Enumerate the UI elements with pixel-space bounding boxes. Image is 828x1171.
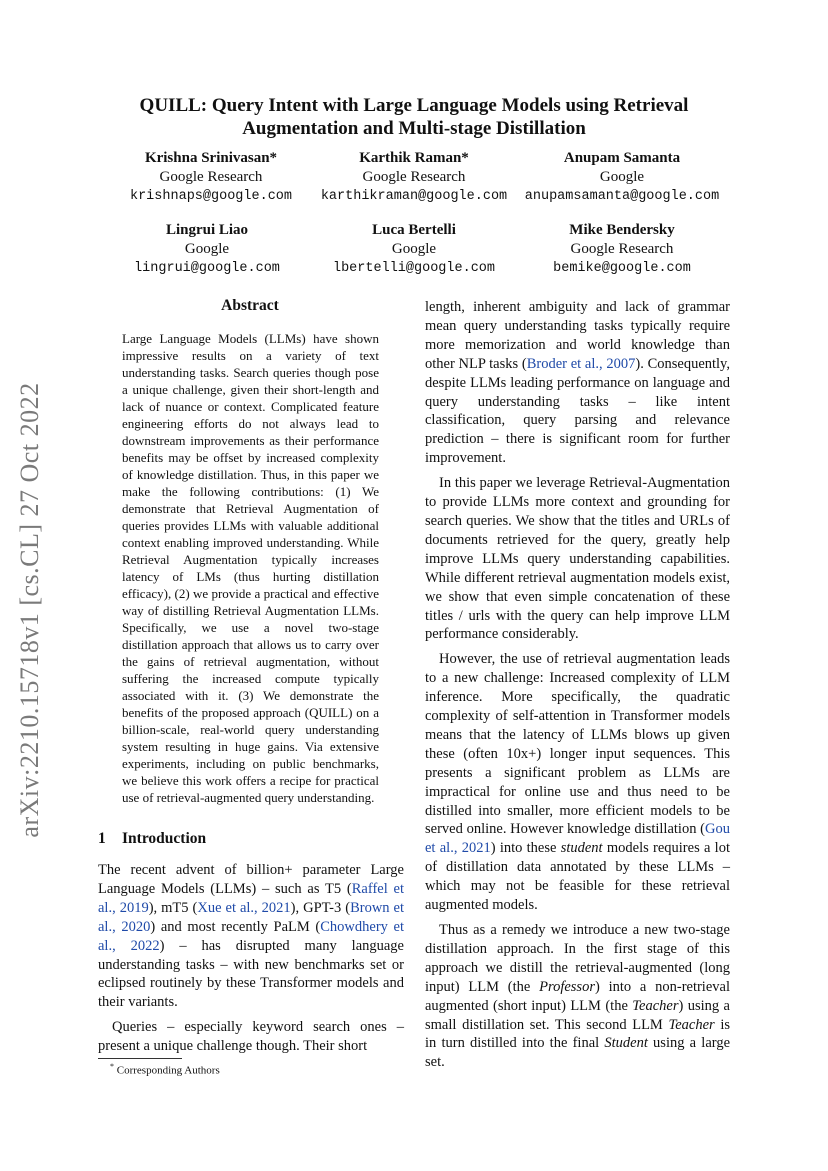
author-email[interactable]: lbertelli@google.com [332, 261, 496, 276]
author-name: Anupam Samanta [563, 150, 681, 166]
author-email[interactable]: karthikraman@google.com [320, 189, 508, 204]
author-name: Karthik Raman* [359, 150, 469, 166]
paragraph: length, inherent ambiguity and lack of grammar mean query understanding tasks typically require more memorization and world knowledge than other NLP tasks (Broder et al., 2007). Consequently, despite LLMs leading performance on language and query understanding tasks – like intent classification, query parsing and relevance prediction – there is significant room for further improvement. [425, 299, 730, 467]
paragraph: Thus as a remedy we introduce a new two-stage distillation approach. In the first stage of this approach we distill the retrieval-augmented (long input) LLM (the Professor) into a non-retrieval augmented (short input) LLM (the Teacher) using a small distillation set. This second LLM Teacher is in turn distilled into the final Student using a large set. [425, 922, 731, 1071]
author-email[interactable]: krishnaps@google.com [129, 189, 293, 204]
citation-link[interactable]: Gou et al., 2021 [425, 821, 730, 857]
author-name: Luca Bertelli [372, 222, 456, 238]
arxiv-identifier-text: arXiv:2210.15718v1 [cs.CL] 27 Oct 2022 [15, 382, 44, 838]
section-title: Introduction [122, 830, 207, 847]
author-block [92, 221, 322, 278]
paragraph: In this paper we leverage Retrieval-Augmentation to provide LLMs more context and grounding for search queries. We show that the titles and URLs of documents retrieved for the query, greatly help improve LLMs query understanding capabilities. While different retrieval augmentation models exist, we show that even simple concatenation of these titles / urls with the query can help improve LLM performance considerably. [425, 475, 730, 643]
citation-link[interactable]: Xue et al., 2021 [197, 899, 291, 916]
paper-title: QUILL: Query Intent with Large Language Models using Retrieval Augmentation and Multi-stage Distillation [139, 95, 689, 139]
author-email[interactable]: anupamsamanta@google.com [524, 189, 720, 204]
author-affiliation: Google Research [159, 169, 263, 185]
author-block [299, 149, 529, 206]
paragraph: However, the use of retrieval augmentation leads to a new challenge: Increased complexity of LLM inference. More specifically, the quadratic complexity of self-attention in Transformer models means that the latency of LLMs blows up given these (often 10x+) longer input sequences. This presents a significant problem as LLMs are impractical for online use and thus need to be distilled into smaller, more efficient models to be served online. However knowledge distillation (Gou et al., 2021) into these student models requires a lot of distillation data annotated by these LLMs – which may not be feasible for these retrieval augmented models. [425, 651, 730, 914]
section-number: 1 [98, 830, 106, 847]
paragraph: Queries – especially keyword search ones – present a unique challenge though. Their short [98, 1019, 404, 1055]
right-column-body [425, 298, 730, 1072]
author-name: Lingrui Liao [165, 222, 249, 238]
author-affiliation: Google [184, 241, 230, 257]
citation-link[interactable]: Brown et al., 2020 [98, 899, 405, 935]
citation-link[interactable]: Raffel et al., 2019 [98, 880, 404, 916]
citation-link[interactable]: Chowdhery et al., 2022 [98, 918, 405, 954]
arxiv-identifier [10, 370, 50, 850]
author-affiliation: Google [599, 169, 645, 185]
author-block [507, 149, 737, 206]
footnote-text: Corresponding Authors [116, 1064, 220, 1077]
footnote [110, 1062, 220, 1077]
section-heading [98, 830, 206, 848]
footnote-rule [98, 1058, 182, 1059]
author-affiliation: Google [391, 241, 437, 257]
author-name: Krishna Srinivasan* [144, 150, 278, 166]
author-block [507, 221, 737, 278]
author-block [299, 221, 529, 278]
author-block [96, 149, 326, 206]
author-name: Mike Bendersky [569, 222, 675, 238]
author-affiliation: Google Research [570, 241, 674, 257]
abstract-heading: Abstract [221, 297, 279, 314]
abstract-text: Large Language Models (LLMs) have shown impressive results on a variety of text understanding tasks. Search queries though pose a unique challenge, given their short-length and lack of nuance or context. Complicated feature engineering efforts do not always lead to downstream improvements as their performance benefits may be offset by increased complexity of knowledge distillation. Thus, in this paper we make the following contributions: (1) We demonstrate that Retrieval Augmentation of queries provides LLMs with valuable additional context enabling improved understanding. While Retrieval Augmentation typically increases latency of LMs (thus hurting distillation efficacy), (2) we provide a practical and effective way of distilling Retrieval Augmentation LLMs. Specifically, we use a novel two-stage distillation approach that allows us to carry over the gains of retrieval augmentation, without suffering the increased compute typically associated with it. (3) We demonstrate the benefits of the proposed approach (QUILL) on a billion-scale, real-world query understanding system resulting in huge gains. Via extensive experiments, including on public benchmarks, we believe this work offers a recipe for practical use of retrieval-augmented query understanding. [122, 331, 379, 805]
paragraph: The recent advent of billion+ parameter Large Language Models (LLMs) – such as T5 (Raffel et al., 2019), mT5 (Xue et al., 2021), GPT-3 (Brown et al., 2020) and most recently PaLM (Chowdhery et al., 2022) – has disrupted many language understanding tasks – with new benchmarks set or eclipsed routinely by these Transformer models and their variants. [98, 862, 405, 1011]
author-affiliation: Google Research [362, 169, 466, 185]
author-email[interactable]: lingrui@google.com [134, 261, 280, 276]
left-column-body [98, 861, 404, 1056]
footnote-mark: * [110, 1062, 114, 1071]
citation-link[interactable]: Broder et al., 2007 [526, 355, 636, 372]
author-email[interactable]: bemike@google.com [553, 261, 691, 276]
